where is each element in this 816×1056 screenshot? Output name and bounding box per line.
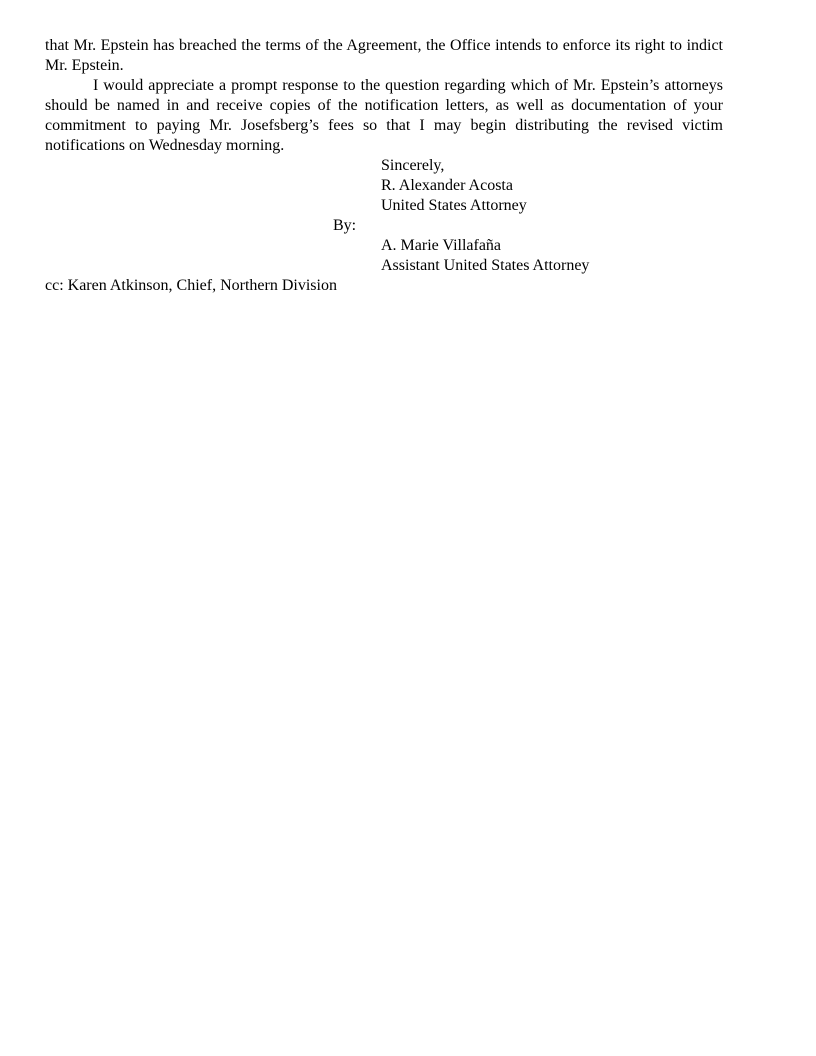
agent-title: Assistant United States Attorney (381, 257, 590, 274)
closing-salutation: Sincerely, (381, 157, 445, 174)
cc-line: cc: Karen Atkinson, Chief, Northern Division (45, 277, 337, 294)
letter-body (45, 36, 723, 156)
agent-name: A. Marie Villafaña (381, 237, 502, 254)
by-label: By: (333, 217, 357, 234)
signer-name: R. Alexander Acosta (381, 177, 513, 194)
signer-title: United States Attorney (381, 197, 527, 214)
paragraph-continuation: that Mr. Epstein has breached the terms of the Agreement, the Office intends to enforce its right to indict Mr. Epstein. (45, 37, 723, 74)
paragraph-request: I would appreciate a prompt response to the question regarding which of Mr. Epstein’s attorneys should be named in and receive copies of the notification letters, as well as documentation of your commitment to paying Mr. Josefsberg’s fees so that I may begin distributing the revised victim notifications on Wednesday morning. (45, 77, 723, 154)
